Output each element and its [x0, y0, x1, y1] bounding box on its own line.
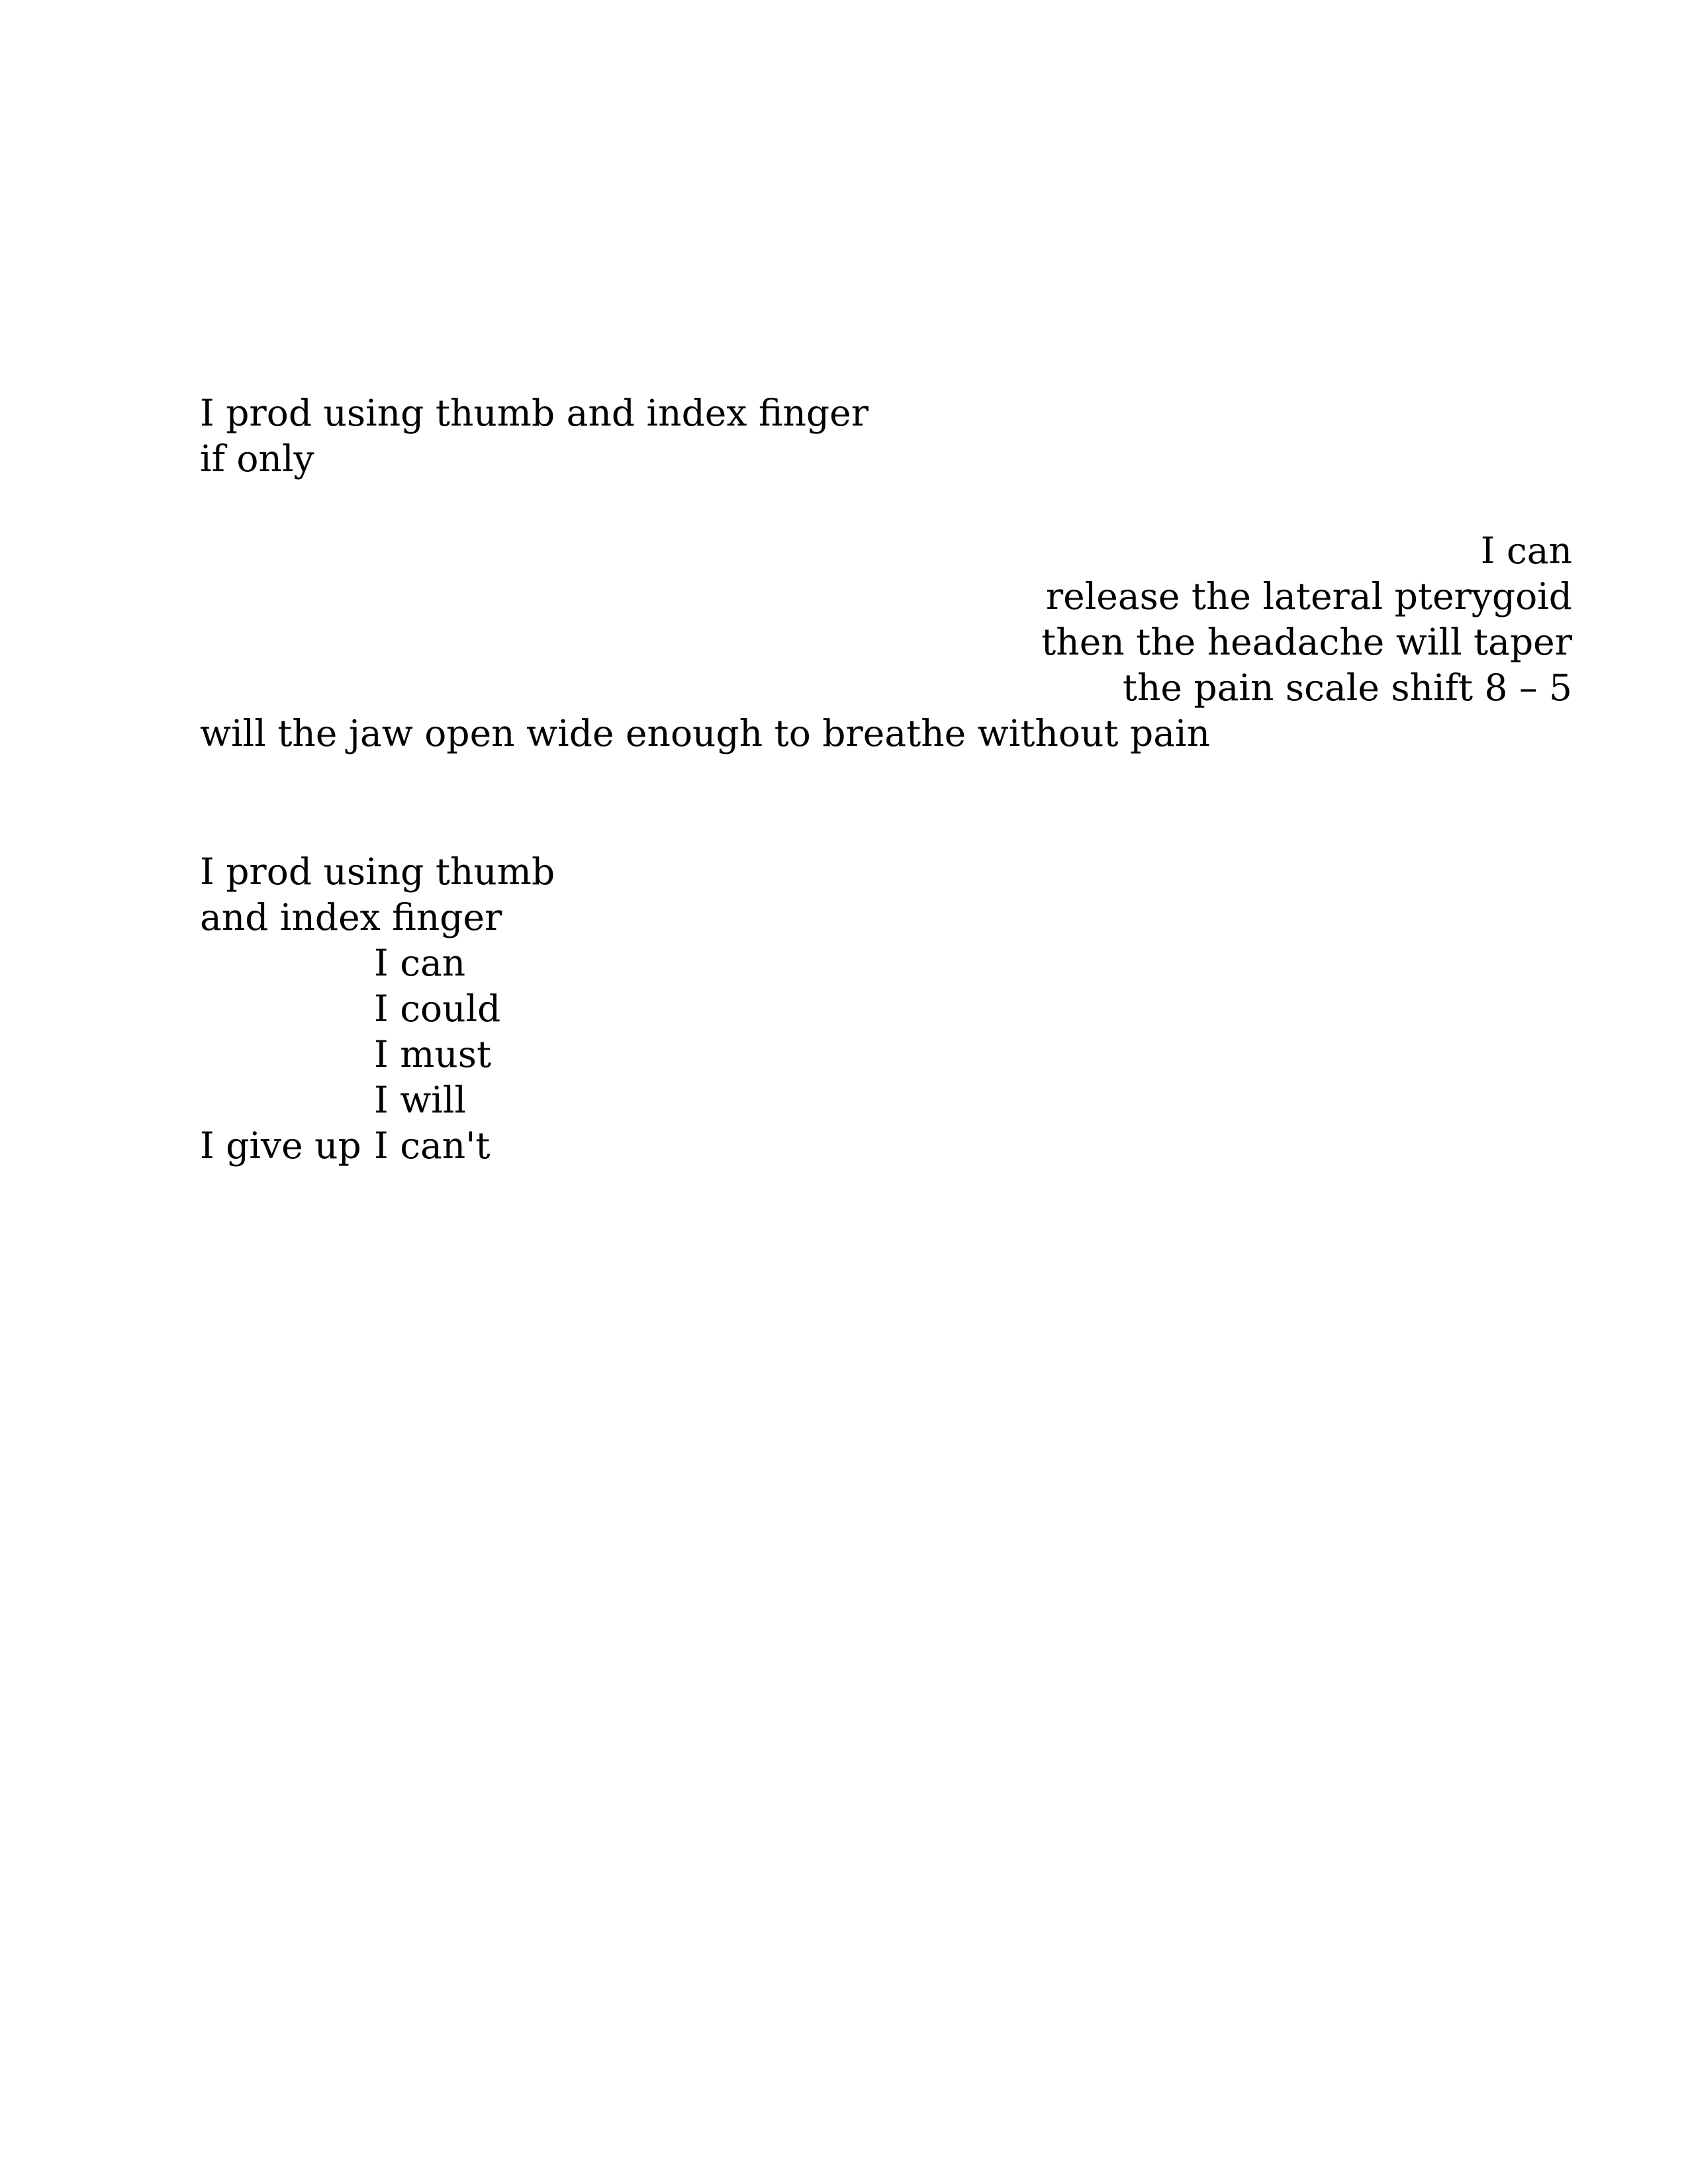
stanza1-line2: if only [200, 437, 314, 480]
stanza3-line7-left: I give up [200, 1124, 361, 1167]
stanza2-line4: the pain scale shift 8 – 5 [1122, 666, 1572, 709]
stanza2-line5: will the jaw open wide enough to breathe without pain [200, 712, 1211, 754]
stanza3-line5: I must [374, 1033, 492, 1075]
stanza3-line2: and index finger [200, 896, 502, 938]
stanza2-line3: then the headache will taper [1041, 621, 1572, 663]
stanza3-line1: I prod using thumb [200, 850, 555, 893]
stanza3-line7-right: I can't [374, 1124, 491, 1167]
stanza1-line1: I prod using thumb and index finger [200, 392, 868, 434]
stanza3-line4: I could [374, 987, 501, 1030]
stanza2-line2: release the lateral pterygoid [1045, 575, 1572, 617]
stanza3-line3: I can [374, 942, 466, 984]
stanza3-line6: I will [374, 1079, 467, 1121]
stanza2-line1: I can [1480, 529, 1572, 572]
